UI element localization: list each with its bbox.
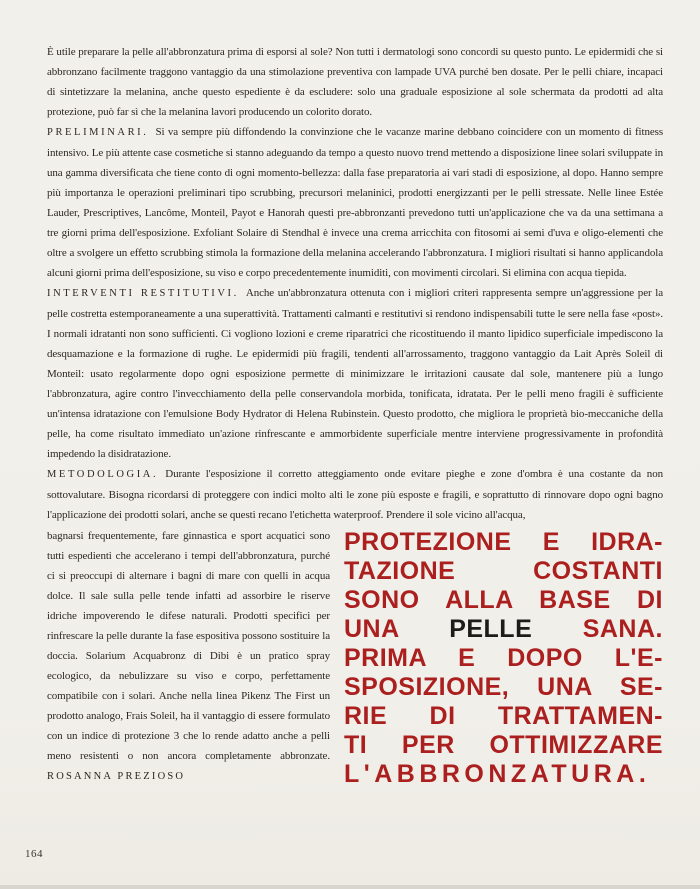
- section-heading-interventi: INTERVENTI RESTITUTIVI.: [47, 288, 239, 299]
- pull-quote: [344, 526, 663, 789]
- pull-quote-line-5: PRIMA E DOPO L'E-: [344, 644, 663, 672]
- pull-quote-line-3: SONO ALLA BASE DI: [344, 586, 663, 614]
- article-body: [47, 42, 663, 789]
- page-number: 164: [25, 848, 43, 860]
- left-column: [47, 526, 330, 787]
- pull-quote-line-2: TAZIONE COSTANTI: [344, 557, 663, 585]
- paragraph-preliminari: [47, 122, 663, 283]
- pull-quote-line-1: PROTEZIONE E IDRA-: [344, 528, 663, 556]
- author-byline: ROSANNA PREZIOSO: [47, 771, 186, 782]
- pull-quote-line-7: RIE DI TRATTAMEN-: [344, 702, 663, 730]
- section-heading-preliminari: PRELIMINARI.: [47, 127, 149, 138]
- pull-quote-line-4-red-b: SANA.: [582, 615, 663, 643]
- pull-quote-line-4: [344, 615, 663, 644]
- pull-quote-line-9: L'ABBRONZATURA.: [344, 760, 651, 788]
- two-column-section: [47, 526, 663, 789]
- pull-quote-line-6: SPOSIZIONE, UNA SE-: [344, 673, 663, 701]
- pull-quote-line-8: TI PER OTTIMIZZARE: [344, 731, 663, 759]
- section-text-interventi: Anche un'abbronzatura ottenuta con i migliori criteri rappresenta sempre un'aggressione per la pelle costretta estemporaneamente a una superattività. Trattamenti calmanti e restitutivi si rendono indispensabili tutte le sere nella fase «post». I normali idratanti non sono sufficienti. Ci vogliono lozioni e creme riparatrici che ricostituendo il manto lipidico superficiale impediscono la desquamazione e la formazione di rughe. Le epidermidi più fragili, tendenti all'arrossamento, traggono vantaggio da Lait Après Soleil di Monteil: usato regolarmente dopo ogni esposizione permette di minimizzare le irritazioni causate dal sole, mantenere più a lungo l'abbronzatura, agire contro l'invecchiamento della pelle conservandola morbida, tonificata, idratata. Per le pelli meno fragili è sufficiente un'intensa idratazione con l'emulsione Body Hydrator di Helena Rubinstein. Questo prodotto, che migliora le proprietà bio-meccaniche della pelle, ha come risultato immediato un'azione rinfrescante e ammorbidente superficiale mentre interviene progressivamente in profondità impedendo la disidratazione.: [47, 287, 663, 460]
- section-heading-metodologia: METODOLOGIA.: [47, 469, 159, 480]
- pull-quote-highlight-pelle: PELLE: [449, 615, 533, 643]
- intro-paragraph: [47, 42, 663, 122]
- pull-quote-line-4-red-a: UNA: [344, 615, 399, 643]
- paragraph-interventi-restitutivi: [47, 283, 663, 464]
- paragraph-metodologia: [47, 464, 663, 525]
- intro-text: È utile preparare la pelle all'abbronzatura prima di esporsi al sole? Non tutti i dermatologi sono concordi su questo punto. Le epidermidi che si abbronzano facilmente traggono vantaggio da una stimolazione preventiva con lampade UVA purché ben dosate. Per le pelli chiare, incapaci di sintetizzare la melanina, anche questo espediente è da escludere: solo una graduale esposizione al sole schermata da prodotti ad alta protezione, può far sì che la melanina lavori producendo un colorito dorato.: [47, 46, 663, 118]
- section-text-preliminari: Si va sempre più diffondendo la convinzione che le vacanze marine debbano coincidere con un momento di fitness intensivo. Le più attente case cosmetiche si stanno adeguando da tempo a questo nuovo trend mettendo a disposizione linee solari sviluppate in una gamma diversificata che tiene conto di ogni momento-bellezza: dalla fase preparatoria ai vari stadi di esposizione, al dopo. Hanno sempre più importanza le operazioni preliminari tipo scrubbing, precursori melaninici, prodotti energizzanti per le pelli stressate. Nelle linee Estée Lauder, Prescriptives, Lancôme, Monteil, Payot e Hanorah questi pre-abbronzanti prevedono tutti un'applicazione che va da una settimana a tre giorni prima dell'esposizione. Exfoliant Solaire di Stendhal è invece una crema arricchita con fitosomi ai semi d'uva e oligo-elementi che oltre a svolgere un effetto scrubbing stimola la formazione della melanina accelerando l'abbronzatura. I migliori risultati si hanno applicandola alcuni giorni prima dell'esposizione, su viso e corpo precedentemente inumiditi, con movimenti circolari. Si elimina con acqua tiepida.: [47, 126, 663, 279]
- page-bottom-edge: [0, 885, 700, 889]
- section-text-metodologia-continued: bagnarsi frequentemente, fare ginnastica e sport acquatici sono tutti espedienti che accelerano i tempi dell'abbronzatura, purché ci si preoccupi di alternare i bagni di mare con quelli in acqua dolce. Il sale sulla pelle tende infatti ad assorbire le riserve idriche impoverendo le difese naturali. Prodotti specifici per rinfrescare la pelle durante la fase espositiva possono sostituire la doccia. Solarium Acquabronz di Dibi è un pratico spray ecologico, da nebulizzare su viso e corpo, perfettamente compatibile con i solari. Anche nella linea Pikenz The First un prodotto analogo, Frais Soleil, ha il vantaggio di essere formulato con un indice di protezione 3 che lo rende adatto anche a pelli meno resistenti o non ancora completamente abbronzate.: [47, 530, 330, 762]
- section-text-metodologia: Durante l'esposizione il corretto atteggiamento onde evitare pieghe e zone d'ombra è una costante da non sottovalutare. Bisogna ricordarsi di proteggere con indici molto alti le zone più esposte e fragili, e soprattutto di rinnovare dopo ogni bagno l'applicazione dei prodotti solari, anche se questi recano l'etichetta waterproof. Prendere il sole vicino all'acqua,: [47, 468, 663, 521]
